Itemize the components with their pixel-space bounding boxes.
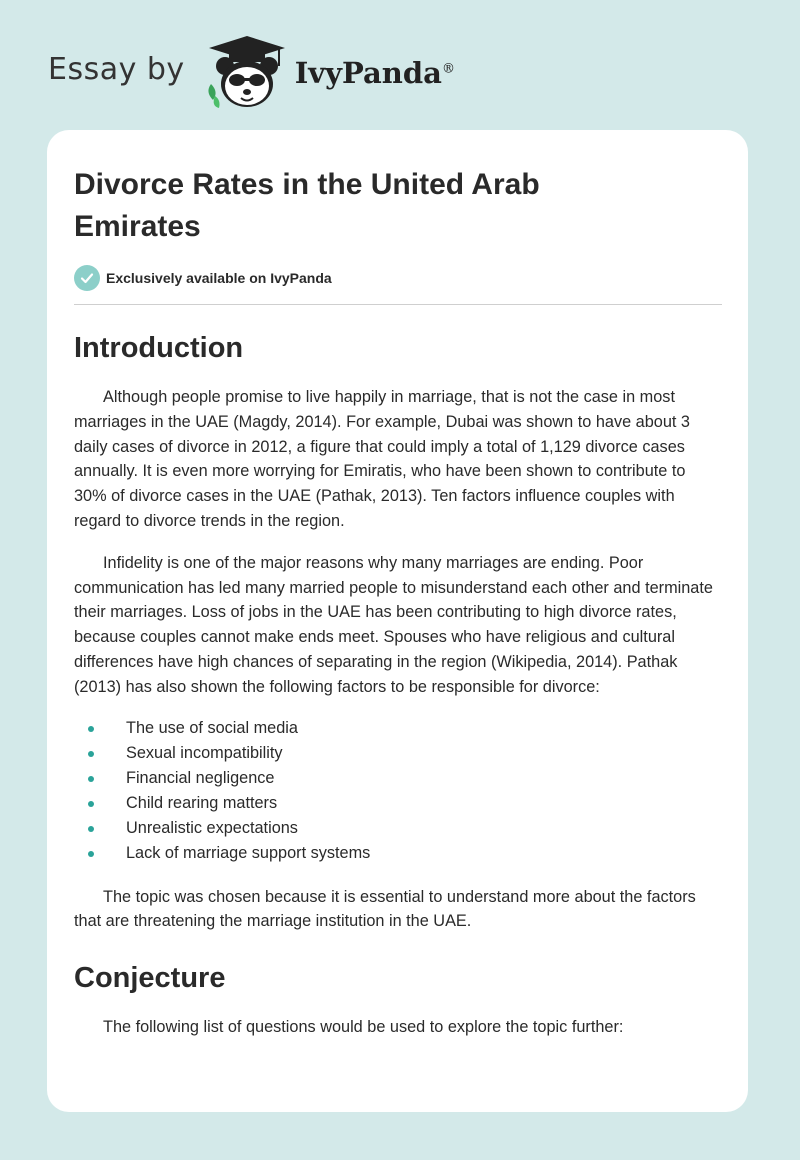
ivypanda-logo-icon[interactable] [205, 34, 289, 110]
check-circle-icon [74, 265, 100, 291]
brand-name[interactable]: IvyPanda® [294, 56, 455, 90]
section-heading-conjecture: Conjecture [74, 962, 226, 995]
list-item: The use of social media [74, 716, 722, 741]
paragraph: The following list of questions would be used to explore the topic further: [103, 1018, 624, 1037]
list-item: Lack of marriage support systems [74, 841, 722, 866]
site-header [48, 34, 455, 110]
section-heading-introduction: Introduction [74, 332, 244, 364]
essay-card [47, 130, 748, 1112]
exclusive-label: Exclusively available on IvyPanda [106, 270, 332, 286]
page-title: Divorce Rates in the United Arab Emirates [74, 168, 540, 243]
divider [74, 304, 722, 305]
paragraph: Although people promise to live happily in marriage, that is not the case in most marriages in the UAE (Magdy, 2014). For example, Dubai was shown to have about 3 daily cases of divorce in 2012, a figure that could imply a total of 1,129 divorce cases annually. It is even more worrying for Emiratis, who have been shown to contribute to 30% of divorce cases in the UAE (Pathak, 2013). Ten factors influence couples with regard to divorce trends in the region. [74, 388, 690, 530]
list-item: Unrealistic expectations [74, 816, 722, 841]
list-item: Sexual incompatibility [74, 741, 722, 766]
paragraph: Infidelity is one of the major reasons why many marriages are ending. Poor communication has led many married people to misunderstand each other and terminate their marriages. Loss of jobs in the UAE has been contributing to high divorce rates, because couples cannot make ends meet. Spouses who have religious and cultural differences have high chances of separating in the region (Wikipedia, 2014). Pathak (2013) has also shown the following factors to be responsible for divorce: [74, 553, 713, 696]
list-item: Child rearing matters [74, 791, 722, 816]
exclusive-badge [74, 265, 722, 291]
essay-by-label: Essay by [48, 51, 185, 87]
paragraph: The topic was chosen because it is essential to understand more about the factors that are threatening the marriage institution in the UAE. [74, 887, 696, 931]
registered-mark: ® [441, 61, 455, 77]
list-item: Financial negligence [74, 766, 722, 791]
factor-list [74, 716, 722, 866]
